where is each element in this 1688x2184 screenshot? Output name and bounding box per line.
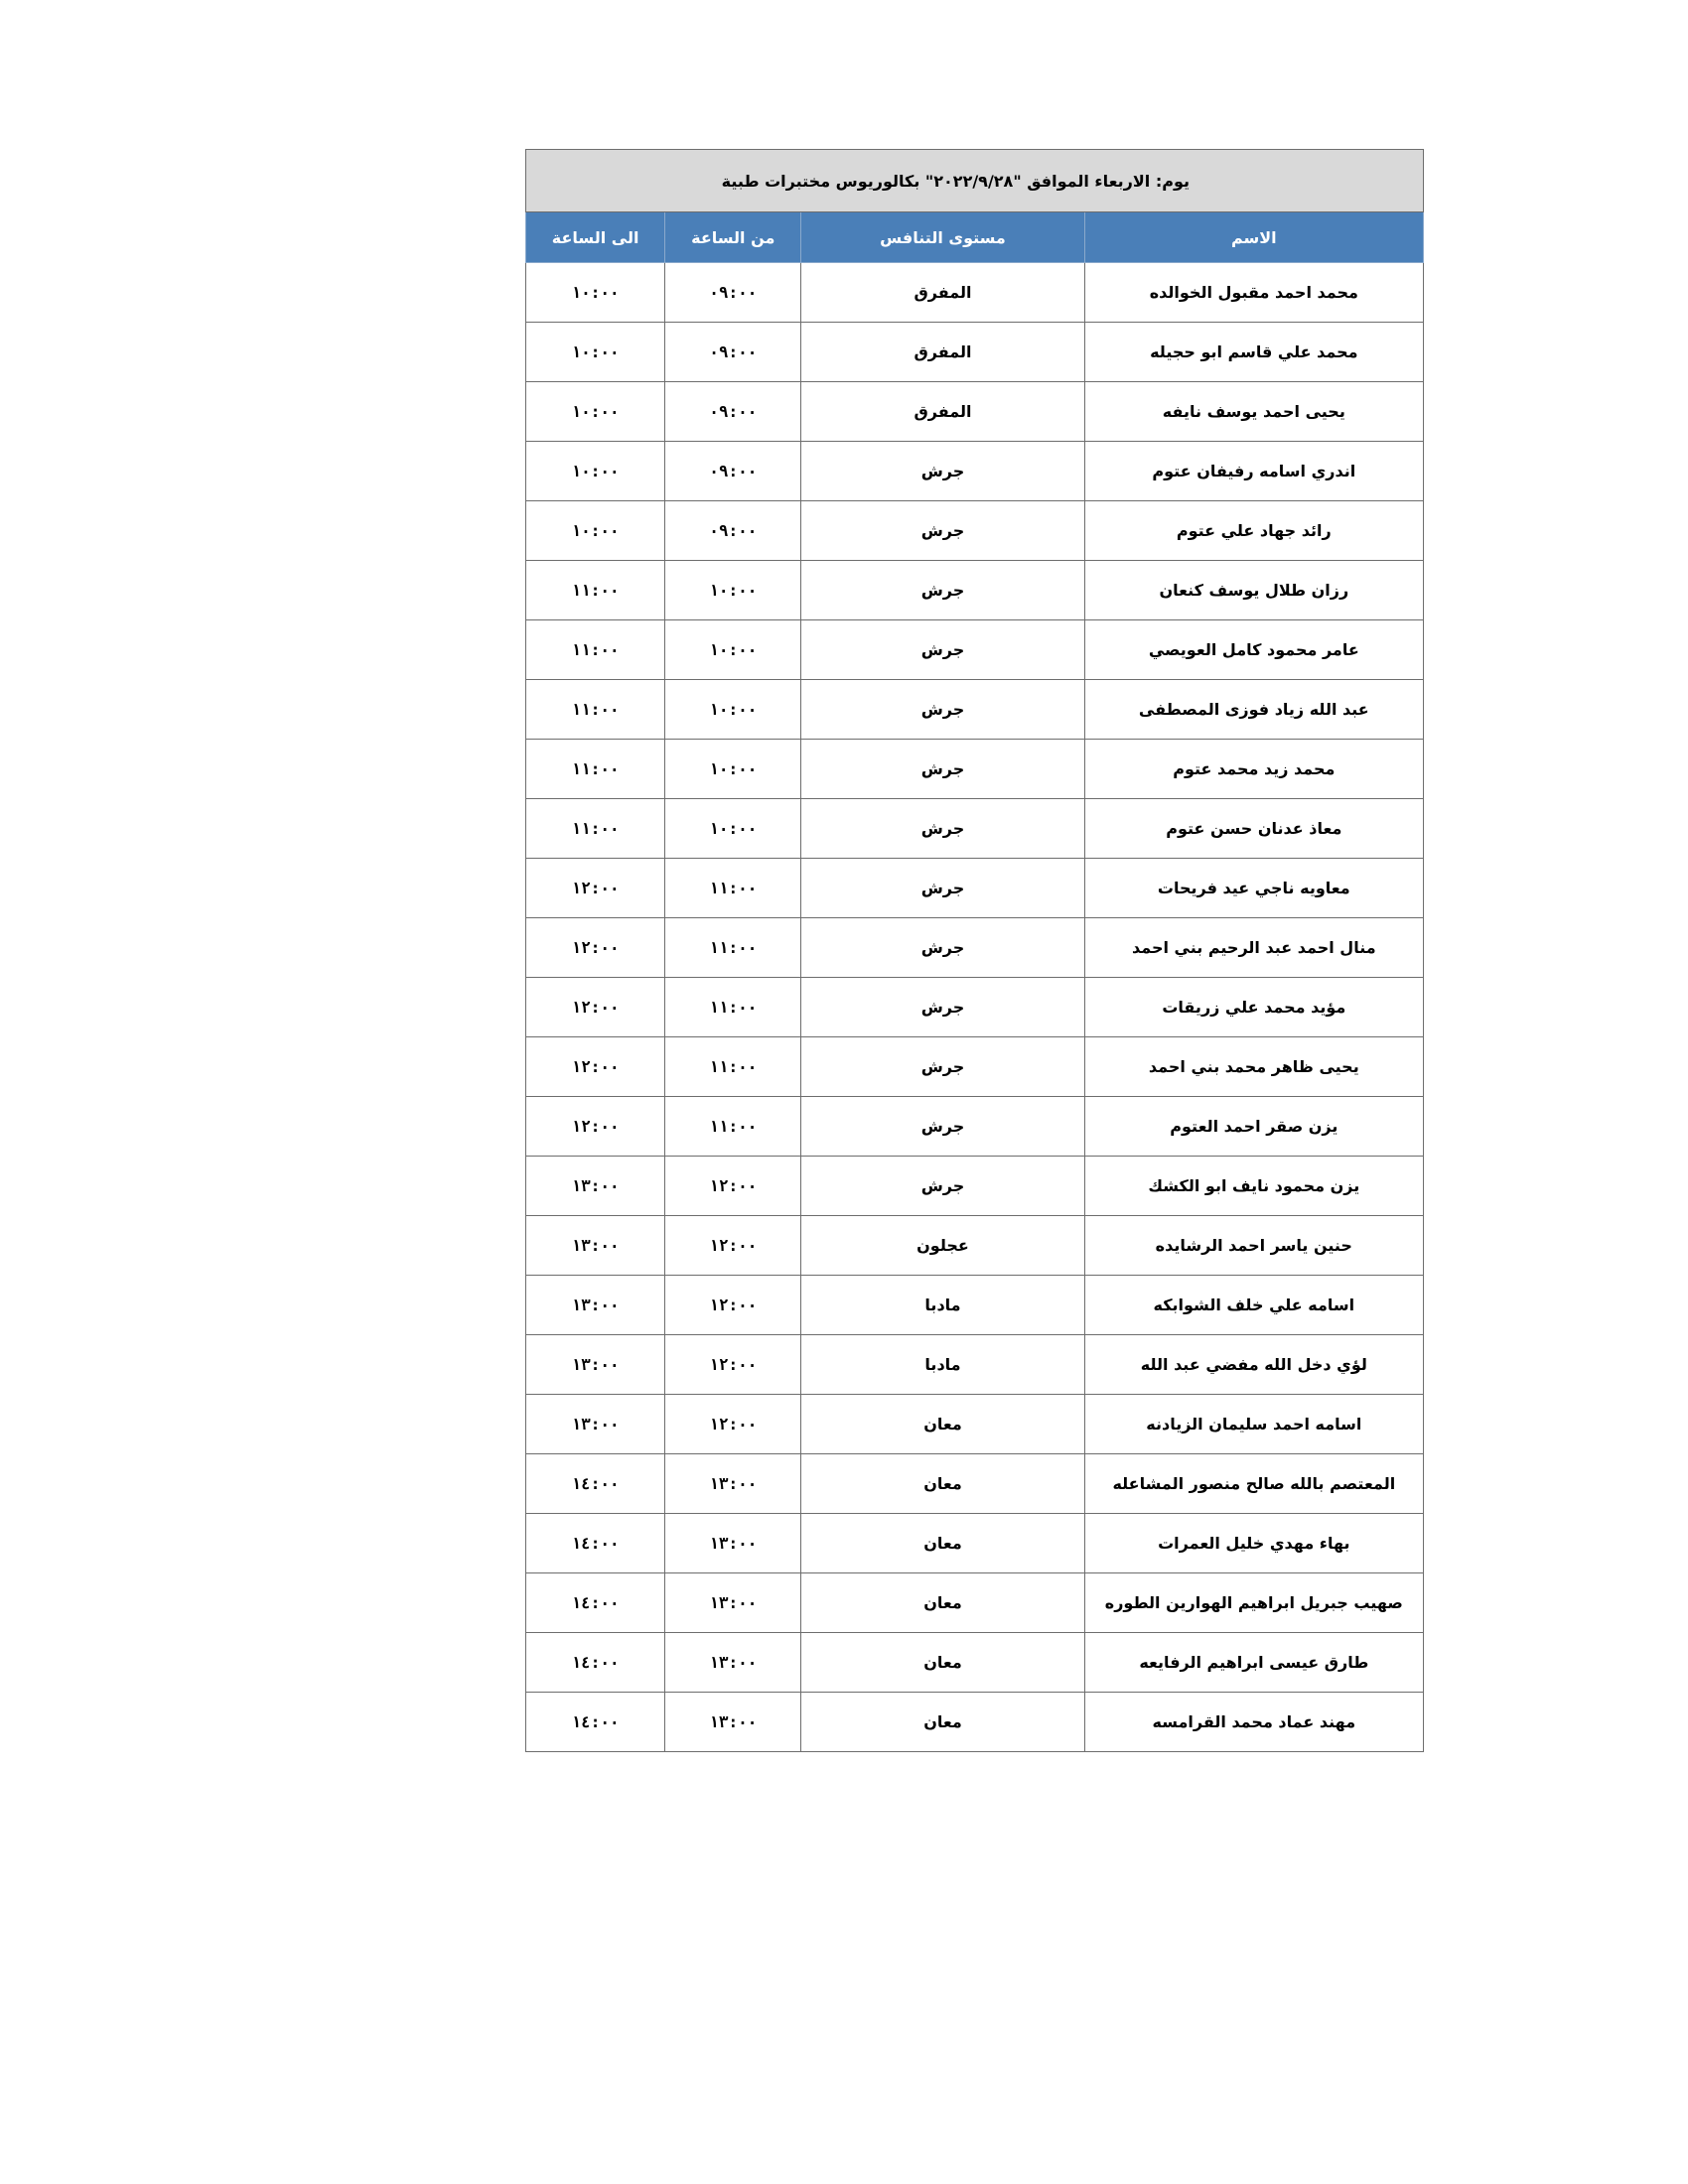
cell-from-time: ١١:٠٠ [665, 1037, 801, 1097]
cell-to-time: ١٠:٠٠ [526, 382, 665, 442]
table-row [526, 1454, 1424, 1514]
table-row [526, 1335, 1424, 1395]
cell-to-time: ١١:٠٠ [526, 740, 665, 799]
table-row [526, 1514, 1424, 1573]
cell-to-time: ١٢:٠٠ [526, 859, 665, 918]
table-row [526, 680, 1424, 740]
cell-level: جرش [801, 680, 1084, 740]
cell-level: المفرق [801, 382, 1084, 442]
cell-to-time: ١٤:٠٠ [526, 1514, 665, 1573]
cell-name: معاذ عدنان حسن عتوم [1084, 799, 1423, 859]
cell-from-time: ٠٩:٠٠ [665, 323, 801, 382]
cell-name: اندري اسامه رفيفان عتوم [1084, 442, 1423, 501]
cell-to-time: ١٢:٠٠ [526, 1037, 665, 1097]
cell-from-time: ١٢:٠٠ [665, 1395, 801, 1454]
cell-level: جرش [801, 978, 1084, 1037]
cell-level: معان [801, 1454, 1084, 1514]
table-title-row [526, 150, 1424, 212]
table-body [526, 263, 1424, 1752]
cell-name: منال احمد عبد الرحيم بني احمد [1084, 918, 1423, 978]
cell-name: بهاء مهدي خليل العمرات [1084, 1514, 1423, 1573]
cell-level: جرش [801, 1097, 1084, 1157]
cell-name: محمد علي قاسم ابو حجيله [1084, 323, 1423, 382]
table-header-row [526, 212, 1424, 263]
cell-from-time: ١٢:٠٠ [665, 1335, 801, 1395]
table-row [526, 382, 1424, 442]
cell-level: المفرق [801, 323, 1084, 382]
cell-level: معان [801, 1514, 1084, 1573]
cell-to-time: ١١:٠٠ [526, 620, 665, 680]
cell-name: يزن صقر احمد العتوم [1084, 1097, 1423, 1157]
cell-from-time: ١١:٠٠ [665, 918, 801, 978]
table-row [526, 561, 1424, 620]
cell-to-time: ١٤:٠٠ [526, 1633, 665, 1693]
table-row [526, 978, 1424, 1037]
cell-level: جرش [801, 561, 1084, 620]
cell-from-time: ١٣:٠٠ [665, 1573, 801, 1633]
cell-to-time: ١٤:٠٠ [526, 1693, 665, 1752]
cell-to-time: ١٠:٠٠ [526, 323, 665, 382]
table-row [526, 1037, 1424, 1097]
cell-from-time: ١٠:٠٠ [665, 680, 801, 740]
cell-to-time: ١٢:٠٠ [526, 978, 665, 1037]
cell-to-time: ١٢:٠٠ [526, 918, 665, 978]
cell-from-time: ١٠:٠٠ [665, 620, 801, 680]
table-row [526, 799, 1424, 859]
cell-name: صهيب جبريل ابراهيم الهوارين الطوره [1084, 1573, 1423, 1633]
cell-from-time: ١١:٠٠ [665, 978, 801, 1037]
column-header-level: مستوى التنافس [801, 212, 1084, 263]
cell-level: جرش [801, 442, 1084, 501]
cell-level: جرش [801, 799, 1084, 859]
cell-to-time: ١١:٠٠ [526, 680, 665, 740]
cell-from-time: ١١:٠٠ [665, 1097, 801, 1157]
cell-to-time: ١٤:٠٠ [526, 1454, 665, 1514]
table-row [526, 263, 1424, 323]
table-row [526, 1216, 1424, 1276]
table-row [526, 740, 1424, 799]
table-row [526, 918, 1424, 978]
cell-level: جرش [801, 918, 1084, 978]
cell-from-time: ١٠:٠٠ [665, 799, 801, 859]
table-row [526, 1693, 1424, 1752]
cell-name: محمد زيد محمد عتوم [1084, 740, 1423, 799]
cell-to-time: ١٠:٠٠ [526, 442, 665, 501]
cell-to-time: ١٣:٠٠ [526, 1157, 665, 1216]
cell-name: يحيى ظاهر محمد بني احمد [1084, 1037, 1423, 1097]
table-row [526, 323, 1424, 382]
table-row [526, 1573, 1424, 1633]
cell-to-time: ١٤:٠٠ [526, 1573, 665, 1633]
cell-level: المفرق [801, 263, 1084, 323]
cell-name: رائد جهاد علي عتوم [1084, 501, 1423, 561]
table-row [526, 501, 1424, 561]
cell-name: اسامه احمد سليمان الزيادنه [1084, 1395, 1423, 1454]
cell-to-time: ١٣:٠٠ [526, 1395, 665, 1454]
exam-schedule-table [525, 149, 1424, 1752]
cell-name: المعتصم بالله صالح منصور المشاعله [1084, 1454, 1423, 1514]
cell-level: جرش [801, 1037, 1084, 1097]
cell-to-time: ١٢:٠٠ [526, 1097, 665, 1157]
cell-name: يزن محمود نايف ابو الكشك [1084, 1157, 1423, 1216]
cell-to-time: ١٣:٠٠ [526, 1335, 665, 1395]
cell-name: مهند عماد محمد القرامسه [1084, 1693, 1423, 1752]
cell-name: يحيى احمد يوسف نايفه [1084, 382, 1423, 442]
cell-to-time: ١٠:٠٠ [526, 263, 665, 323]
cell-from-time: ٠٩:٠٠ [665, 501, 801, 561]
cell-from-time: ٠٩:٠٠ [665, 382, 801, 442]
cell-level: مادبا [801, 1276, 1084, 1335]
cell-to-time: ١١:٠٠ [526, 561, 665, 620]
cell-level: جرش [801, 501, 1084, 561]
cell-name: طارق عيسى ابراهيم الرفايعه [1084, 1633, 1423, 1693]
table-row [526, 1097, 1424, 1157]
cell-level: معان [801, 1573, 1084, 1633]
column-header-from: من الساعة [665, 212, 801, 263]
cell-from-time: ١٢:٠٠ [665, 1216, 801, 1276]
cell-level: مادبا [801, 1335, 1084, 1395]
cell-level: جرش [801, 740, 1084, 799]
cell-from-time: ١١:٠٠ [665, 859, 801, 918]
table-row [526, 1276, 1424, 1335]
cell-name: عامر محمود كامل العويصي [1084, 620, 1423, 680]
table-row [526, 1395, 1424, 1454]
cell-to-time: ١٣:٠٠ [526, 1276, 665, 1335]
table-row [526, 859, 1424, 918]
column-header-name: الاسم [1084, 212, 1423, 263]
cell-level: معان [801, 1395, 1084, 1454]
table-row [526, 1633, 1424, 1693]
cell-from-time: ١٣:٠٠ [665, 1633, 801, 1693]
cell-name: معاويه ناجي عيد فريحات [1084, 859, 1423, 918]
column-header-to: الى الساعة [526, 212, 665, 263]
cell-from-time: ١٠:٠٠ [665, 561, 801, 620]
cell-to-time: ١٣:٠٠ [526, 1216, 665, 1276]
cell-level: جرش [801, 620, 1084, 680]
cell-from-time: ١٢:٠٠ [665, 1276, 801, 1335]
cell-from-time: ١٣:٠٠ [665, 1454, 801, 1514]
cell-name: عبد الله زياد فوزى المصطفى [1084, 680, 1423, 740]
table-title: يوم: الاربعاء الموافق "٢٠٢٢/٩/٢٨" بكالوريوس مختبرات طبية [526, 150, 1424, 212]
cell-level: معان [801, 1633, 1084, 1693]
cell-name: مؤيد محمد علي زريقات [1084, 978, 1423, 1037]
cell-level: عجلون [801, 1216, 1084, 1276]
cell-from-time: ٠٩:٠٠ [665, 263, 801, 323]
cell-name: حنين ياسر احمد الرشايده [1084, 1216, 1423, 1276]
cell-from-time: ١٣:٠٠ [665, 1693, 801, 1752]
cell-from-time: ١٢:٠٠ [665, 1157, 801, 1216]
cell-from-time: ٠٩:٠٠ [665, 442, 801, 501]
cell-to-time: ١٠:٠٠ [526, 501, 665, 561]
cell-level: معان [801, 1693, 1084, 1752]
cell-name: اسامه علي خلف الشوابكه [1084, 1276, 1423, 1335]
cell-from-time: ١٣:٠٠ [665, 1514, 801, 1573]
cell-name: لؤي دخل الله مفضي عبد الله [1084, 1335, 1423, 1395]
cell-from-time: ١٠:٠٠ [665, 740, 801, 799]
cell-name: محمد احمد مقبول الخوالده [1084, 263, 1423, 323]
table-row [526, 620, 1424, 680]
cell-name: رزان طلال يوسف كنعان [1084, 561, 1423, 620]
cell-level: جرش [801, 859, 1084, 918]
table-row [526, 442, 1424, 501]
cell-to-time: ١١:٠٠ [526, 799, 665, 859]
table-row [526, 1157, 1424, 1216]
cell-level: جرش [801, 1157, 1084, 1216]
